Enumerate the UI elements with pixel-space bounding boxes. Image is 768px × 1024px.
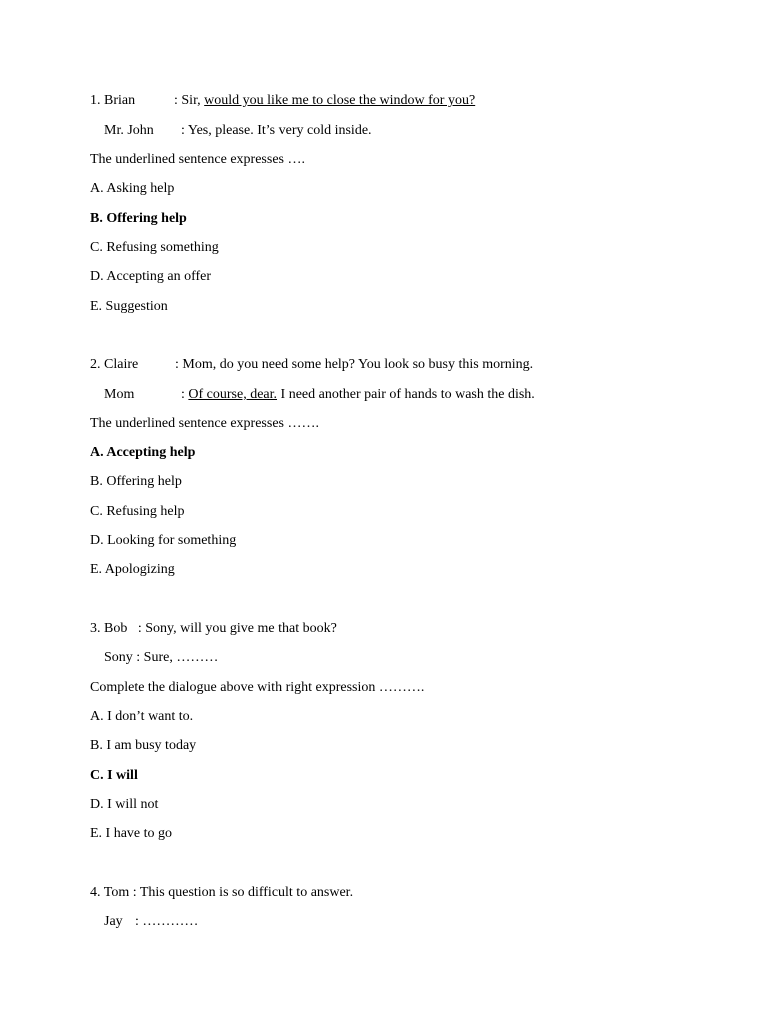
q1-speaker-1-prefix: : Sir, <box>174 93 205 108</box>
q1-speaker-1-name: Brian <box>104 93 136 108</box>
q2-speaker-2-name: Mom <box>104 387 135 402</box>
q1-prompt: The underlined sentence expresses …. <box>90 152 305 167</box>
q3-option-e: E. I have to go <box>90 826 173 841</box>
q3-option-b: B. I am busy today <box>90 738 197 753</box>
q2-option-b: B. Offering help <box>90 474 182 489</box>
q2-number: 2. <box>90 357 101 372</box>
q4-line-speaker-1: 4. Tom : This question is so difficult to answer. <box>90 885 354 900</box>
q1-option-c: C. Refusing something <box>90 240 219 255</box>
q4-line-speaker-2 <box>104 913 198 931</box>
q2-speaker-2-rest: I need another pair of hands to wash the dish. <box>277 387 535 402</box>
q1-line-speaker-2 <box>104 122 372 140</box>
q3-prompt: Complete the dialogue above with right expression ………. <box>90 680 425 695</box>
q4-speaker-2-text: : ………… <box>135 914 199 929</box>
q2-option-d: D. Looking for something <box>90 533 237 548</box>
q1-line-speaker-1 <box>90 92 475 110</box>
q1-option-e: E. Suggestion <box>90 299 168 314</box>
q2-underlined-sentence: Of course, dear. <box>188 387 278 402</box>
q3-option-d: D. I will not <box>90 797 159 812</box>
q4-speaker-2-name: Jay <box>104 914 123 929</box>
q1-option-b-answer: B. Offering help <box>90 211 187 226</box>
q2-line-speaker-1 <box>90 356 533 374</box>
q3-option-c-answer: C. I will <box>90 768 138 783</box>
q2-option-c: C. Refusing help <box>90 504 185 519</box>
q2-option-e: E. Apologizing <box>90 562 175 577</box>
q2-speaker-2-prefix: : <box>181 387 189 402</box>
q1-speaker-2-name: Mr. John <box>104 123 154 138</box>
q1-underlined-sentence: would you like me to close the window for you? <box>204 93 476 108</box>
q2-line-speaker-2 <box>104 386 535 404</box>
q3-line-speaker-2: Sony : Sure, ……… <box>104 650 219 665</box>
q1-option-d: D. Accepting an offer <box>90 269 212 284</box>
q3-option-a: A. I don’t want to. <box>90 709 194 724</box>
q2-speaker-1-name: Claire <box>104 357 139 372</box>
q1-speaker-2-text: : Yes, please. It’s very cold inside. <box>181 123 372 138</box>
q2-prompt: The underlined sentence expresses ……. <box>90 416 319 431</box>
q2-option-a-answer: A. Accepting help <box>90 445 196 460</box>
q2-speaker-1-text: : Mom, do you need some help? You look so busy this morning. <box>175 357 534 372</box>
q1-option-a: A. Asking help <box>90 181 175 196</box>
q1-number: 1. <box>90 93 101 108</box>
q3-line-speaker-1: 3. Bob : Sony, will you give me that book? <box>90 621 337 636</box>
